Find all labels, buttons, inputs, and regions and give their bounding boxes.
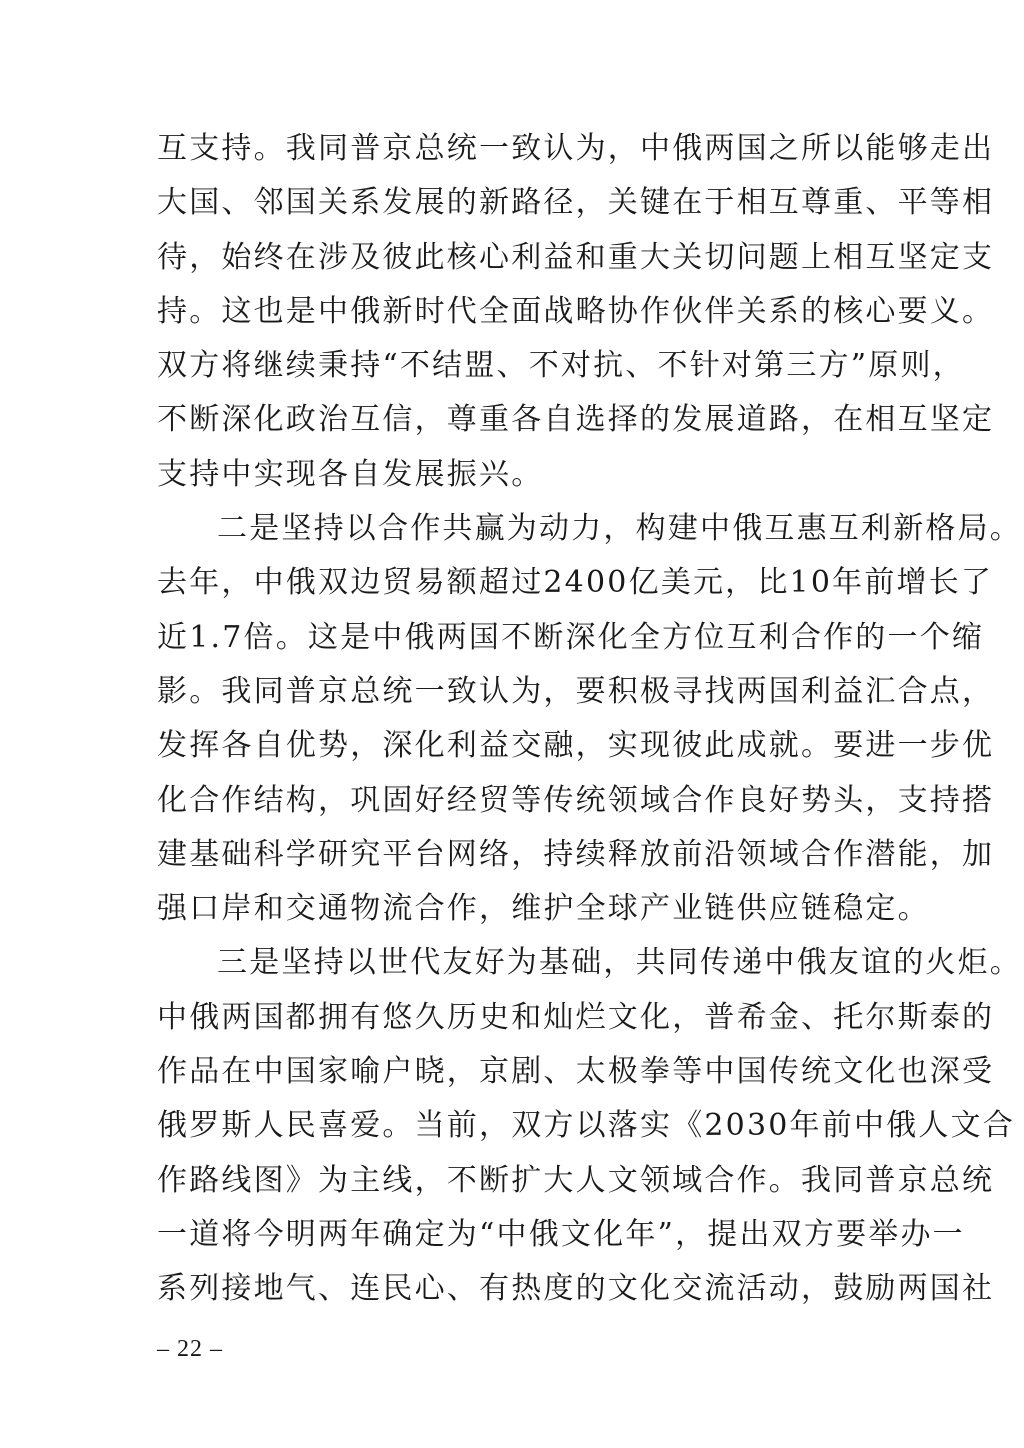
text-line: 一道将今明两年确定为“中俄文化年”，提出双方要举办一 (157, 1216, 965, 1252)
text-line: 作路线图》为主线，不断扩大人文领域合作。我同普京总统 (157, 1162, 995, 1198)
text-line: 互支持。我同普京总统一致认为，中俄两国之所以能够走出 (157, 131, 995, 166)
text-line: 大国、邻国关系发展的新路径，关键在于相互尊重、平等相 (157, 185, 995, 221)
page-number: – 22 – (157, 1336, 223, 1362)
paragraph-start-line: 二是坚持以合作共赢为动力，构建中俄互惠互利新格局。 (217, 511, 1022, 547)
text-line: 双方将继续秉持“不结盟、不对抗、不针对第三方”原则， (157, 348, 965, 384)
body-text (157, 122, 1022, 1317)
text-line: 近1.7倍。这是中俄两国不断深化全方位互利合作的一个缩 (157, 619, 985, 655)
text-line: 不断深化政治互信，尊重各自选择的发展道路，在相互坚定 (157, 402, 995, 438)
text-line: 俄罗斯人民喜爱。当前，双方以落实《2030年前中俄人文合 (157, 1108, 1015, 1144)
paragraph-start-line: 三是坚持以世代友好为基础，共同传递中俄友谊的火炬。 (217, 945, 1022, 981)
text-line: 持。这也是中俄新时代全面战略协作伙伴关系的核心要义。 (157, 293, 995, 329)
text-line: 中俄两国都拥有悠久历史和灿烂文化，普希金、托尔斯泰的 (157, 999, 995, 1035)
text-line: 支持中实现各自发展振兴。 (157, 456, 544, 492)
text-line: 化合作结构，巩固好经贸等传统领域合作良好势头，支持搭 (157, 782, 995, 818)
text-line: 强口岸和交通物流合作，维护全球产业链供应链稳定。 (157, 891, 930, 927)
text-line: 系列接地气、连民心、有热度的文化交流活动，鼓励两国社 (157, 1271, 995, 1307)
text-line: 发挥各自优势，深化利益交融，实现彼此成就。要进一步优 (157, 728, 995, 764)
text-line: 影。我同普京总统一致认为，要积极寻找两国利益汇合点， (157, 673, 995, 709)
text-line: 作品在中国家喻户晓，京剧、太极拳等中国传统文化也深受 (157, 1054, 995, 1090)
text-line: 待，始终在涉及彼此核心利益和重大关切问题上相互坚定支 (157, 239, 995, 275)
text-line: 建基础科学研究平台网络，持续释放前沿领域合作潜能，加 (157, 836, 995, 872)
text-line: 去年，中俄双边贸易额超过2400亿美元，比10年前增长了 (157, 565, 994, 601)
